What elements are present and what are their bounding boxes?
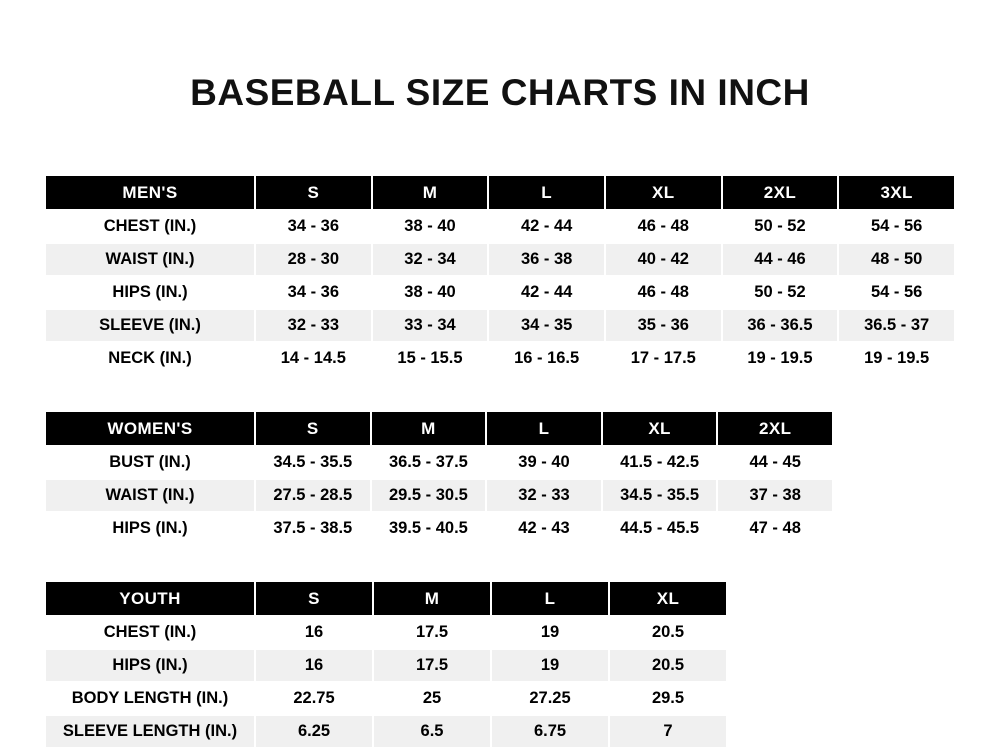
youth-size-table — [44, 580, 728, 749]
table-cell: 38 - 40 — [372, 276, 489, 309]
table-row — [45, 342, 955, 375]
table-cell: 19 — [491, 649, 609, 682]
column-header: XL — [602, 411, 718, 446]
column-header: L — [491, 581, 609, 616]
table-cell: 20.5 — [609, 649, 727, 682]
column-header: M — [371, 411, 487, 446]
table-row — [45, 512, 833, 545]
row-label: NECK (IN.) — [45, 342, 255, 375]
column-header: L — [486, 411, 602, 446]
table-cell: 32 - 33 — [255, 309, 372, 342]
table-row — [45, 243, 955, 276]
column-header: XL — [605, 175, 722, 210]
table-row — [45, 276, 955, 309]
table-cell: 34 - 35 — [488, 309, 605, 342]
womens-size-table — [44, 410, 834, 546]
table-cell: 36.5 - 37.5 — [371, 446, 487, 479]
table-cell: 42 - 44 — [488, 276, 605, 309]
row-label: HIPS (IN.) — [45, 512, 255, 545]
table-cell: 15 - 15.5 — [372, 342, 489, 375]
column-header: 2XL — [717, 411, 833, 446]
mens-table-body — [45, 210, 955, 375]
table-cell: 28 - 30 — [255, 243, 372, 276]
table-cell: 34.5 - 35.5 — [602, 479, 718, 512]
table-row — [45, 682, 727, 715]
table-cell: 7 — [609, 715, 727, 748]
table-row — [45, 479, 833, 512]
mens-size-table — [44, 174, 956, 376]
column-header: S — [255, 581, 373, 616]
table-row — [45, 309, 955, 342]
table-spacer — [44, 546, 956, 580]
table-cell: 36 - 38 — [488, 243, 605, 276]
table-header-row — [45, 581, 727, 616]
table-cell: 44 - 46 — [722, 243, 839, 276]
table-cell: 29.5 — [609, 682, 727, 715]
column-header: S — [255, 411, 371, 446]
row-label: BUST (IN.) — [45, 446, 255, 479]
youth-table-body — [45, 616, 727, 748]
womens-table-body — [45, 446, 833, 545]
row-label: SLEEVE LENGTH (IN.) — [45, 715, 255, 748]
table-cell: 38 - 40 — [372, 210, 489, 243]
table-cell: 34 - 36 — [255, 276, 372, 309]
table-cell: 36.5 - 37 — [838, 309, 955, 342]
table-header-row — [45, 411, 833, 446]
table-cell: 27.5 - 28.5 — [255, 479, 371, 512]
table-cell: 6.5 — [373, 715, 491, 748]
column-header: YOUTH — [45, 581, 255, 616]
table-cell: 39 - 40 — [486, 446, 602, 479]
table-cell: 17 - 17.5 — [605, 342, 722, 375]
tables-container — [0, 174, 1000, 749]
table-cell: 40 - 42 — [605, 243, 722, 276]
column-header: XL — [609, 581, 727, 616]
table-cell: 19 - 19.5 — [722, 342, 839, 375]
table-header-row — [45, 175, 955, 210]
table-cell: 37.5 - 38.5 — [255, 512, 371, 545]
column-header: WOMEN'S — [45, 411, 255, 446]
row-label: WAIST (IN.) — [45, 479, 255, 512]
table-cell: 50 - 52 — [722, 210, 839, 243]
table-cell: 35 - 36 — [605, 309, 722, 342]
table-cell: 17.5 — [373, 616, 491, 649]
table-cell: 27.25 — [491, 682, 609, 715]
table-cell: 16 - 16.5 — [488, 342, 605, 375]
table-cell: 34.5 - 35.5 — [255, 446, 371, 479]
page-title: BASEBALL SIZE CHARTS IN INCH — [190, 72, 810, 113]
table-cell: 44 - 45 — [717, 446, 833, 479]
table-cell: 34 - 36 — [255, 210, 372, 243]
table-cell: 42 - 43 — [486, 512, 602, 545]
column-header: MEN'S — [45, 175, 255, 210]
column-header: L — [488, 175, 605, 210]
table-cell: 33 - 34 — [372, 309, 489, 342]
row-label: SLEEVE (IN.) — [45, 309, 255, 342]
table-cell: 19 — [491, 616, 609, 649]
table-row — [45, 446, 833, 479]
table-cell: 54 - 56 — [838, 276, 955, 309]
table-cell: 41.5 - 42.5 — [602, 446, 718, 479]
column-header: M — [372, 175, 489, 210]
table-cell: 19 - 19.5 — [838, 342, 955, 375]
table-cell: 22.75 — [255, 682, 373, 715]
table-cell: 37 - 38 — [717, 479, 833, 512]
table-cell: 46 - 48 — [605, 210, 722, 243]
table-cell: 54 - 56 — [838, 210, 955, 243]
table-cell: 42 - 44 — [488, 210, 605, 243]
womens-table-header — [45, 411, 833, 446]
table-cell: 46 - 48 — [605, 276, 722, 309]
row-label: CHEST (IN.) — [45, 616, 255, 649]
row-label: CHEST (IN.) — [45, 210, 255, 243]
column-header: 3XL — [838, 175, 955, 210]
youth-table-header — [45, 581, 727, 616]
table-cell: 20.5 — [609, 616, 727, 649]
table-cell: 6.25 — [255, 715, 373, 748]
table-cell: 32 - 34 — [372, 243, 489, 276]
column-header: 2XL — [722, 175, 839, 210]
table-cell: 48 - 50 — [838, 243, 955, 276]
row-label: HIPS (IN.) — [45, 649, 255, 682]
table-cell: 47 - 48 — [717, 512, 833, 545]
table-cell: 6.75 — [491, 715, 609, 748]
table-cell: 44.5 - 45.5 — [602, 512, 718, 545]
table-row — [45, 715, 727, 748]
table-cell: 17.5 — [373, 649, 491, 682]
table-row — [45, 210, 955, 243]
table-spacer — [44, 376, 956, 410]
row-label: BODY LENGTH (IN.) — [45, 682, 255, 715]
column-header: S — [255, 175, 372, 210]
column-header: M — [373, 581, 491, 616]
table-cell: 36 - 36.5 — [722, 309, 839, 342]
table-cell: 16 — [255, 649, 373, 682]
table-cell: 29.5 - 30.5 — [371, 479, 487, 512]
row-label: WAIST (IN.) — [45, 243, 255, 276]
table-cell: 32 - 33 — [486, 479, 602, 512]
table-row — [45, 616, 727, 649]
row-label: HIPS (IN.) — [45, 276, 255, 309]
table-cell: 16 — [255, 616, 373, 649]
table-row — [45, 649, 727, 682]
table-cell: 50 - 52 — [722, 276, 839, 309]
table-cell: 14 - 14.5 — [255, 342, 372, 375]
mens-table-header — [45, 175, 955, 210]
table-cell: 39.5 - 40.5 — [371, 512, 487, 545]
table-cell: 25 — [373, 682, 491, 715]
